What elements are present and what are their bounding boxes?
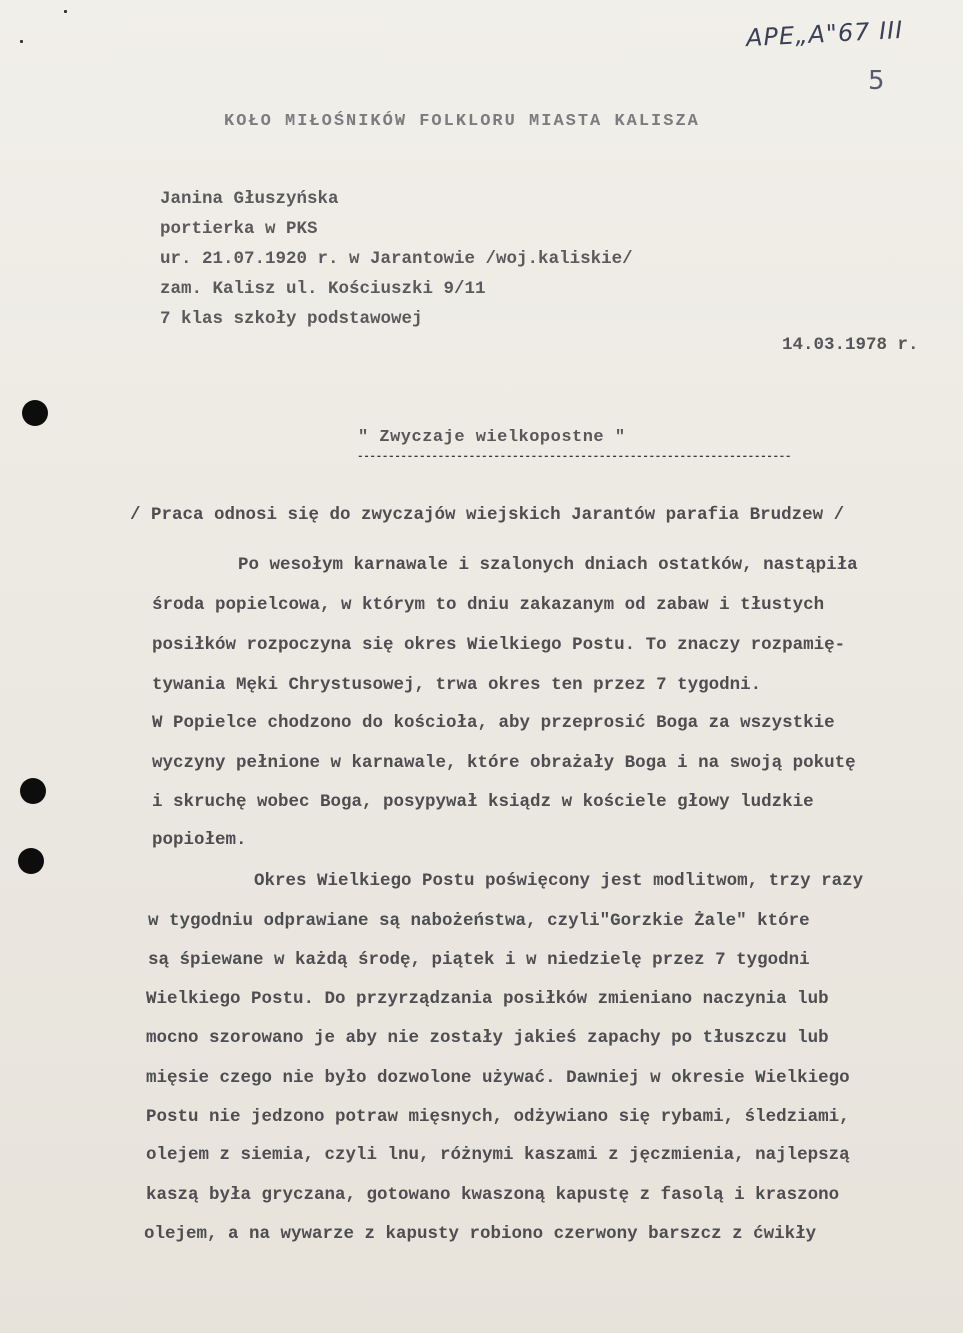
society-header: KOŁO MIŁOŚNIKÓW FOLKLORU MIASTA KALISZA — [224, 112, 700, 131]
punch-hole — [20, 778, 46, 804]
body-line: W Popielce chodzono do kościoła, aby przeprosić Boga za wszystkie — [152, 713, 835, 733]
informant-education: 7 klas szkoły podstawowej — [160, 309, 423, 329]
informant-block — [160, 184, 633, 334]
body-line: olejem z siemia, czyli lnu, różnymi kaszami z jęczmienia, najlepszą — [146, 1145, 850, 1165]
body-line: mocno szorowano je aby nie zostały jakieś zapachy po tłuszczu lub — [146, 1028, 829, 1048]
body-line: w tygodniu odprawiane są nabożeństwa, czyli"Gorzkie Żale" które — [148, 911, 810, 931]
speck — [20, 40, 23, 43]
body-line: mięsie czego nie było dozwolone używać. Dawniej w okresie Wielkiego — [146, 1068, 850, 1088]
body-line: Postu nie jedzono potraw mięsnych, odżywiano się rybami, śledziami, — [146, 1107, 850, 1127]
informant-address: zam. Kalisz ul. Kościuszki 9/11 — [160, 279, 486, 299]
archive-signature: APE„A"67 III — [745, 15, 904, 53]
body-line: popiołem. — [152, 830, 247, 850]
body-line: tywania Męki Chrystusowej, trwa okres ten przez 7 tygodni. — [152, 675, 762, 695]
document-title: " Zwyczaje wielkopostne " — [358, 428, 626, 447]
speck — [64, 10, 67, 13]
document-date: 14.03.1978 r. — [782, 335, 919, 355]
body-line: olejem, a na wywarze z kapusty robiono czerwony barszcz z ćwikły — [144, 1224, 817, 1244]
page-number: 5 — [868, 66, 885, 96]
body-line: i skruchę wobec Boga, posypywał ksiądz w kościele głowy ludzkie — [152, 792, 814, 812]
informant-occupation: portierka w PKS — [160, 219, 318, 239]
scope-note: / Praca odnosi się do zwyczajów wiejskich Jarantów parafia Brudzew / — [130, 505, 845, 525]
punch-hole — [22, 400, 48, 426]
title-underline: ---------------------------------------------------------------------- — [357, 451, 792, 463]
body-line: wyczyny pełnione w karnawale, które obrażały Boga i na swoją pokutę — [152, 753, 856, 773]
body-line: są śpiewane w każdą środę, piątek i w niedzielę przez 7 tygodni — [148, 950, 810, 970]
informant-name: Janina Głuszyńska — [160, 189, 339, 209]
body-line: Wielkiego Postu. Do przyrządzania posiłków zmieniano naczynia lub — [146, 989, 829, 1009]
informant-born: ur. 21.07.1920 r. w Jarantowie /woj.kaliskie/ — [160, 249, 633, 269]
body-line: posiłków rozpoczyna się okres Wielkiego Postu. To znaczy rozpamię- — [152, 635, 846, 655]
punch-hole — [18, 848, 44, 874]
body-line: Po wesołym karnawale i szalonych dniach ostatków, nastąpiła — [238, 555, 858, 575]
body-line: Okres Wielkiego Postu poświęcony jest modlitwom, trzy razy — [254, 871, 864, 891]
body-line: kaszą była gryczana, gotowano kwaszoną kapustę z fasolą i kraszono — [146, 1185, 840, 1205]
body-line: środa popielcowa, w którym to dniu zakazanym od zabaw i tłustych — [152, 595, 825, 615]
